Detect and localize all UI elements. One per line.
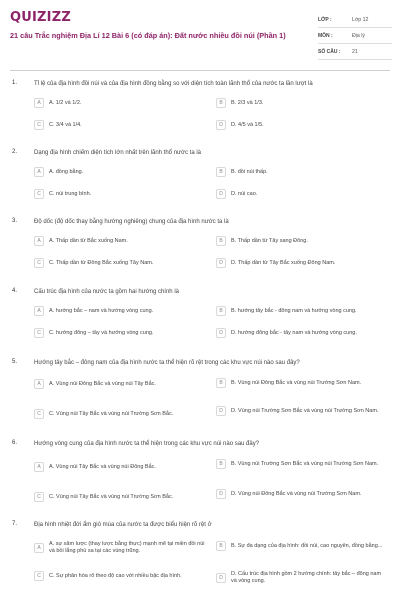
option-c[interactable] xyxy=(34,571,209,581)
option-text: C. 3/4 và 1/4. xyxy=(49,121,82,128)
option-letter: A xyxy=(34,236,44,246)
quizizz-logo: QUIZIZZ xyxy=(10,10,71,25)
option-text: D. núi cao. xyxy=(231,190,258,197)
question-number: 5. xyxy=(12,359,18,365)
option-text: A. 1/2 và 1/2. xyxy=(49,99,82,106)
option-text: C. núi trung bình. xyxy=(49,190,92,197)
option-b[interactable] xyxy=(216,306,388,316)
question-number: 3. xyxy=(12,218,18,224)
option-letter: D xyxy=(216,189,226,199)
option-text: D. Vùng núi Trường Sơn Bắc và vùng núi Trường Sơn Nam. xyxy=(231,407,379,414)
question-text: Địa hình nhiệt đới ẩm gió mùa của nước ta được biểu hiện rõ rệt ở xyxy=(34,522,212,528)
option-letter: A xyxy=(34,306,44,316)
option-d[interactable] xyxy=(216,189,388,199)
option-d[interactable] xyxy=(216,571,388,585)
meta-row-count xyxy=(318,44,392,60)
header-divider xyxy=(10,70,390,71)
option-b[interactable] xyxy=(216,98,388,108)
option-text: A. Thấp dần từ Bắc xuống Nam. xyxy=(49,237,128,244)
option-c[interactable] xyxy=(34,120,199,130)
question-number: 6. xyxy=(12,440,18,446)
option-letter: B xyxy=(216,167,226,177)
option-letter: A xyxy=(34,462,44,472)
option-letter: D xyxy=(216,328,226,338)
option-text: A. Vùng núi Tây Bắc và vùng núi Đông Bắc. xyxy=(49,463,156,470)
meta-label: MÔN : xyxy=(318,32,333,39)
question-text: Hướng tây bắc – đông nam của địa hình nước ta thể hiện rõ rệt trong các khu vực núi nào sau đây? xyxy=(34,360,300,366)
option-text: B. Vùng núi Đông Bắc và vùng núi Trường Sơn Nam. xyxy=(231,379,362,386)
meta-value: Lớp 12 xyxy=(352,16,369,23)
option-c[interactable] xyxy=(34,328,199,338)
meta-label: LỚP : xyxy=(318,16,332,23)
option-text: C. Sự phân hóa rõ theo độ cao với nhiều bậc địa hình. xyxy=(49,572,182,579)
option-a[interactable] xyxy=(34,541,209,555)
option-c[interactable] xyxy=(34,492,216,502)
option-letter: B xyxy=(216,541,226,551)
option-letter: C xyxy=(34,492,44,502)
question-number: 4. xyxy=(12,288,18,294)
option-letter: A xyxy=(34,543,44,553)
question-text: Dạng địa hình chiếm diện tích lớn nhất trên lãnh thổ nước ta là xyxy=(34,150,201,156)
option-d[interactable] xyxy=(216,258,388,268)
option-letter: A xyxy=(34,98,44,108)
option-b[interactable] xyxy=(216,541,388,551)
option-text: A. đồng bằng. xyxy=(49,168,84,175)
question-number: 7. xyxy=(12,521,18,527)
option-text: D. Vùng núi Đông Bắc và vùng núi Trường Sơn Nam. xyxy=(231,490,362,497)
option-text: B. Vùng núi Trường Sơn Bắc và vùng núi Trường Sơn Nam. xyxy=(231,460,379,467)
option-text: D. Cấu trúc địa hình gồm 2 hướng chính: tây bắc – đông nam và vòng cung. xyxy=(231,571,382,584)
meta-value: Địa lý xyxy=(352,32,365,39)
option-letter: D xyxy=(216,258,226,268)
option-a[interactable] xyxy=(34,306,199,316)
option-letter: D xyxy=(216,120,226,130)
option-letter: C xyxy=(34,571,44,581)
option-letter: C xyxy=(34,328,44,338)
option-b[interactable] xyxy=(216,459,388,469)
option-text: B. 2/3 và 1/3. xyxy=(231,99,264,106)
option-text: D. 4/5 và 1/5. xyxy=(231,121,264,128)
option-letter: D xyxy=(216,573,226,583)
question-text: Hướng vòng cung của địa hình nước ta thể hiện trong các khu vực núi nào sau đây? xyxy=(34,441,260,447)
option-c[interactable] xyxy=(34,409,216,419)
option-a[interactable] xyxy=(34,236,199,246)
question-number: 2. xyxy=(12,149,18,155)
meta-row-subject xyxy=(318,28,392,44)
meta-value: 21 xyxy=(352,48,358,55)
option-a[interactable] xyxy=(34,379,199,389)
quiz-title: 21 câu Trắc nghiệm Địa Lí 12 Bài 6 (có đáp án): Đất nước nhiều đồi núi (Phần 1) xyxy=(10,31,286,40)
option-letter: C xyxy=(34,189,44,199)
option-letter: D xyxy=(216,406,226,416)
option-text: C. Vùng núi Tây Bắc và vùng núi Trường Sơn Bắc. xyxy=(49,410,174,417)
option-b[interactable] xyxy=(216,236,388,246)
option-letter: B xyxy=(216,459,226,469)
meta-label: SỐ CÂU : xyxy=(318,48,341,55)
option-letter: B xyxy=(216,306,226,316)
page-header xyxy=(0,0,400,70)
option-b[interactable] xyxy=(216,378,388,388)
option-letter: B xyxy=(216,378,226,388)
option-letter: C xyxy=(34,409,44,419)
option-c[interactable] xyxy=(34,258,199,268)
option-text: A. Vùng núi Đông Bắc và vùng núi Tây Bắc. xyxy=(49,380,156,387)
option-d[interactable] xyxy=(216,328,388,338)
option-letter: B xyxy=(216,98,226,108)
option-letter: A xyxy=(34,379,44,389)
question-text: Cấu trúc địa hình của nước ta gồm hai hướng chính là xyxy=(34,289,179,295)
option-text: D. hướng đông bắc - tây nam và hướng vòng cung. xyxy=(231,329,357,336)
option-text: A. hướng bắc – nam và hướng vòng cung. xyxy=(49,307,154,314)
option-text: C. Thấp dần từ Đông Bắc xuống Tây Nam. xyxy=(49,259,154,266)
option-letter: C xyxy=(34,120,44,130)
question-text: Tỉ lệ của địa hình đồi núi và của địa hình đồng bằng so với diện tích toàn lãnh thổ của nước ta lần lượt là xyxy=(34,81,313,87)
option-d[interactable] xyxy=(216,120,388,130)
option-d[interactable] xyxy=(216,406,388,416)
option-c[interactable] xyxy=(34,189,199,199)
meta-row-class xyxy=(318,12,392,28)
option-text: B. hướng tây bắc - đông nam và hướng vòng cung. xyxy=(231,307,357,314)
option-text: B. đồi núi thấp. xyxy=(231,168,268,175)
option-letter: A xyxy=(34,167,44,177)
option-letter: B xyxy=(216,236,226,246)
option-text: A. sự xâm lược (thay lược bằng thực) mạnh mẽ tại miền đồi núi và bồi lắng phù sa tại các vùng trũng. xyxy=(49,541,205,554)
option-letter: D xyxy=(216,489,226,499)
option-text: C. Vùng núi Tây Bắc và vùng núi Trường Sơn Bắc. xyxy=(49,493,174,500)
option-a[interactable] xyxy=(34,98,199,108)
option-letter: C xyxy=(34,258,44,268)
question-number: 1. xyxy=(12,80,18,86)
option-b[interactable] xyxy=(216,167,388,177)
option-a[interactable] xyxy=(34,462,199,472)
option-d[interactable] xyxy=(216,489,388,499)
quiz-meta xyxy=(318,12,392,60)
option-text: D. Thấp dần từ Tây Bắc xuống Đông Nam. xyxy=(231,259,336,266)
option-a[interactable] xyxy=(34,167,199,177)
option-text: B. Sự đa dạng của địa hình: đồi núi, cao nguyên, đồng bằng... xyxy=(231,542,383,549)
option-text: C. hướng đông – tây và hướng vòng cung. xyxy=(49,329,154,336)
question-text: Độ dốc (độ dốc thay bằng hướng nghiêng) chung của địa hình nước ta là xyxy=(34,219,229,225)
option-text: B. Thấp dần từ Tây sang Đông. xyxy=(231,237,308,244)
